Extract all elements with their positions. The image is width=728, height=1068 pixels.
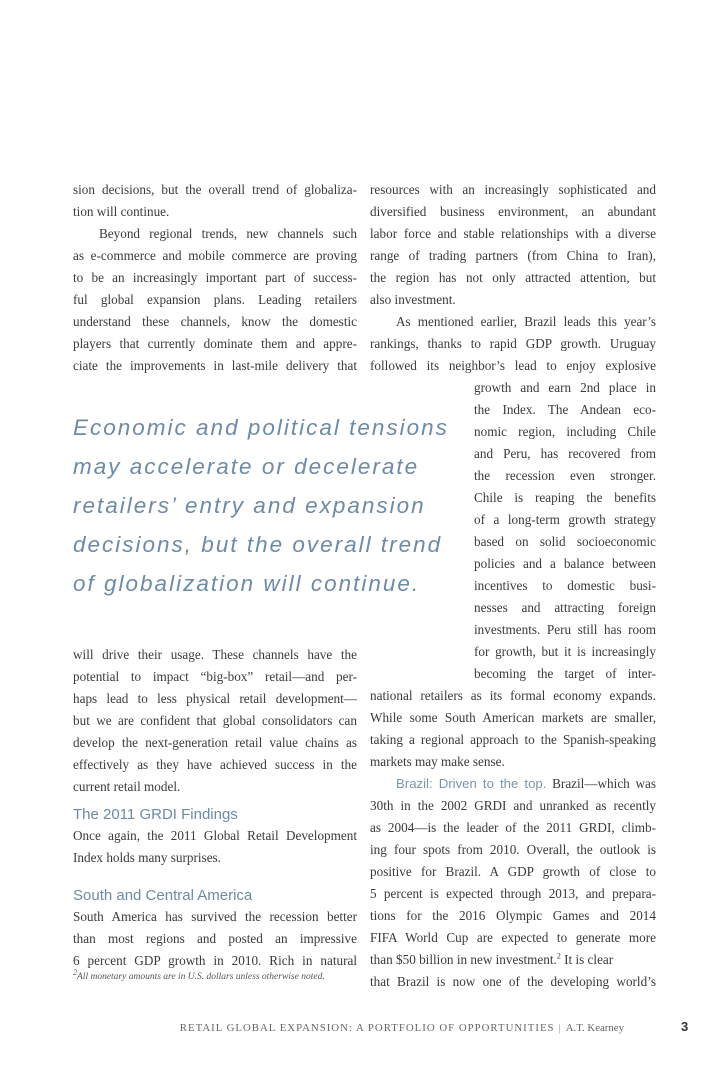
brazil-run-in-heading: Brazil: Driven to the top. bbox=[396, 776, 547, 791]
body-line: nesses and attracting foreign bbox=[474, 600, 656, 615]
section-heading-south-america: South and Central America bbox=[73, 887, 253, 904]
body-line: positive for Brazil. A GDP growth of close to bbox=[370, 864, 656, 879]
body-line: diversified business environment, an abundant bbox=[370, 204, 656, 219]
brazil-text-part: that Brazil is now one of the developing world’s bbox=[370, 974, 656, 989]
body-line: FIFA World Cup are expected to generate more bbox=[370, 930, 656, 945]
page-number: 3 bbox=[681, 1019, 689, 1034]
body-line: as e-commerce and mobile commerce are proving bbox=[73, 248, 357, 263]
footnote-mark: 2 bbox=[73, 967, 77, 977]
body-line: While some South American markets are smaller, bbox=[370, 710, 656, 725]
body-line: sion decisions, but the overall trend of globaliza- bbox=[73, 182, 357, 197]
section-heading-findings: The 2011 GRDI Findings bbox=[73, 806, 238, 823]
body-line: 5 percent is expected through 2013, and prepara- bbox=[370, 886, 656, 901]
body-line: based on solid socioeconomic bbox=[474, 534, 656, 549]
body-line: ful global expansion plans. Leading retailers bbox=[73, 292, 357, 307]
footnote bbox=[73, 967, 325, 982]
body-line: but we are confident that global consolidators can bbox=[73, 713, 357, 728]
body-line bbox=[370, 773, 656, 795]
body-line: potential to impact “big-box” retail—and per- bbox=[73, 669, 357, 684]
body-line bbox=[370, 971, 656, 993]
body-line: policies and a balance between bbox=[474, 556, 656, 571]
body-line: range of trading partners (from China to Iran), bbox=[370, 248, 656, 263]
body-line: ciate the improvements in last-mile delivery that bbox=[73, 358, 357, 373]
pull-quote-line: decisions, but the overall trend bbox=[73, 532, 443, 557]
body-line: will drive their usage. These channels have the bbox=[73, 647, 357, 662]
body-line: haps lead to less physical retail development— bbox=[73, 691, 357, 706]
body-line: labor force and stable relationships with a diverse bbox=[370, 226, 656, 241]
body-line: rankings, thanks to rapid GDP growth. Uruguay bbox=[370, 336, 656, 351]
body-line: effectively as they have achieved success in the bbox=[73, 757, 357, 772]
body-line: for growth, but it is increasingly bbox=[474, 644, 656, 659]
body-line: players that currently dominate them and appre- bbox=[73, 336, 357, 351]
body-line: as 2004—is the leader of the 2011 GRDI, climb- bbox=[370, 820, 656, 835]
page-footer bbox=[180, 1022, 624, 1034]
body-line: the Index. The Andean eco- bbox=[474, 402, 656, 417]
body-line: tion will continue. bbox=[73, 204, 170, 219]
pull-quote-line: retailers’ entry and expansion bbox=[73, 493, 426, 518]
body-line: national retailers as its formal economy expands. bbox=[370, 688, 656, 703]
body-line: the recession even stronger. bbox=[474, 468, 656, 483]
pull-quote-line: may accelerate or decelerate bbox=[73, 454, 420, 479]
body-line: of a long-term growth strategy bbox=[474, 512, 656, 527]
body-line: ing four spots from 2010. Overall, the outlook is bbox=[370, 842, 656, 857]
footnote-reference: 2 bbox=[556, 951, 561, 961]
body-line: investments. Peru still has room bbox=[474, 622, 656, 637]
pull-quote-line: Economic and political tensions bbox=[73, 415, 449, 440]
body-line: nomic region, including Chile bbox=[474, 424, 656, 439]
body-line: resources with an increasingly sophisticated and bbox=[370, 182, 656, 197]
footer-title: RETAIL GLOBAL EXPANSION: A PORTFOLIO OF OPPORTUNITIES bbox=[179, 1022, 555, 1034]
body-line: markets may make sense. bbox=[370, 754, 505, 769]
body-line: taking a regional approach to the Spanish-speaking bbox=[370, 732, 656, 747]
footer-brand: A.T. Kearney bbox=[565, 1022, 624, 1034]
body-line: incentives to domestic busi- bbox=[474, 578, 656, 593]
body-line: develop the next-generation retail value chains as bbox=[73, 735, 357, 750]
body-line: becoming the target of inter- bbox=[474, 666, 656, 681]
body-line: South America has survived the recession better bbox=[73, 909, 357, 924]
body-line: followed its neighbor’s lead to enjoy explosive bbox=[370, 358, 656, 373]
body-line: Index holds many surprises. bbox=[73, 850, 221, 865]
brazil-text-part: It is clear bbox=[560, 952, 614, 967]
brazil-text-part: than $50 billion in new investment. bbox=[370, 952, 557, 967]
body-line: and Peru, has recovered from bbox=[474, 446, 656, 461]
body-line: Beyond regional trends, new channels such bbox=[99, 226, 357, 241]
body-line: growth and earn 2nd place in bbox=[474, 380, 656, 395]
body-line: also investment. bbox=[370, 292, 456, 307]
body-line: than most regions and posted an impressive bbox=[73, 931, 357, 946]
pull-quote-line: of globalization will continue. bbox=[73, 571, 421, 596]
body-line: Chile is reaping the benefits bbox=[474, 490, 656, 505]
body-line: current retail model. bbox=[73, 779, 181, 794]
body-line: Once again, the 2011 Global Retail Development bbox=[73, 828, 357, 843]
body-line: 30th in the 2002 GRDI and unranked as recently bbox=[370, 798, 656, 813]
body-line: As mentioned earlier, Brazil leads this year’s bbox=[396, 314, 656, 329]
body-line: 6 percent GDP growth in 2010. Rich in natural bbox=[73, 953, 357, 968]
body-line: understand these channels, know the domestic bbox=[73, 314, 357, 329]
brazil-first-text: Brazil—which was bbox=[552, 776, 656, 791]
footer-separator: | bbox=[558, 1022, 562, 1034]
body-line: tions for the 2016 Olympic Games and 2014 bbox=[370, 908, 656, 923]
footnote-text: All monetary amounts are in U.S. dollars unless otherwise noted. bbox=[77, 972, 325, 982]
body-line bbox=[370, 949, 656, 971]
body-line: to be an increasingly important part of success- bbox=[73, 270, 357, 285]
body-line: the region has not only attracted attention, but bbox=[370, 270, 656, 285]
